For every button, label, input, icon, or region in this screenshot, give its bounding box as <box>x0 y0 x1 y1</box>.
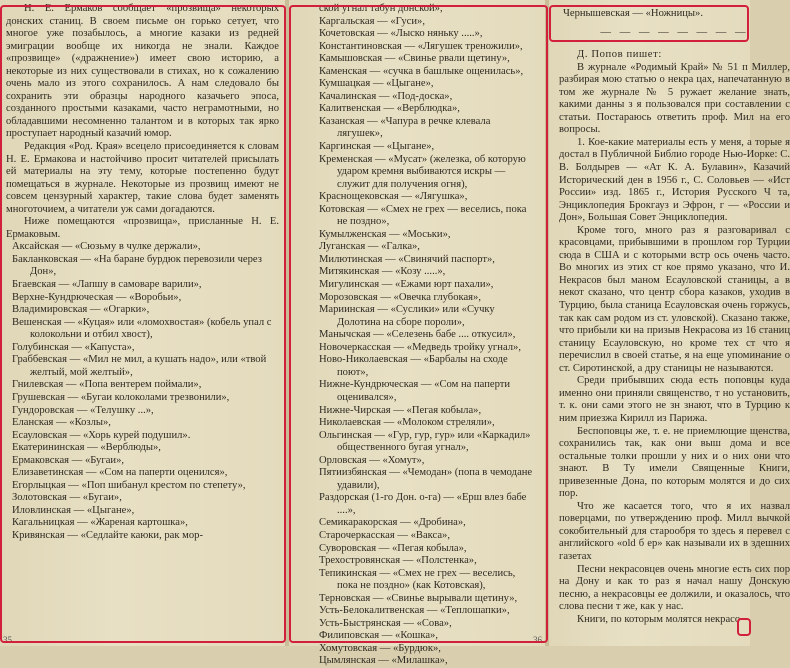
list-item: Кривянская — «Седлайте каюки, рак мор- <box>12 529 204 541</box>
list-item: Цымлянская — «Милашка», <box>319 655 448 667</box>
list-item: Манычская — «Селезень бабе .... откусил», <box>319 329 516 341</box>
paragraph: Книги, по которым молятся некрасо <box>577 613 741 625</box>
list-item: Аксайская — «Сюзьму в чулке держали», <box>12 241 201 253</box>
list-item: Качалинская — «Под-доска», <box>319 90 453 102</box>
list-item: Иловлинская — «Цыгане», <box>12 504 135 516</box>
top-line: Чернышевская — «Ножницы». <box>563 8 703 19</box>
list-item: Калитвенская — «Верблюдка», <box>319 103 460 115</box>
list-item: Кумылженская — «Моськи», <box>319 228 451 240</box>
paragraph-lead-in: Ниже помещаются «прозвища», присланные Н. Е. Ермаковым. <box>6 216 279 240</box>
list-item: Тепикинская — «Смех не грех — веселись, пока не поздно» (как Котовская), <box>319 567 516 592</box>
list-item: Каргальская — «Гуси», <box>319 15 425 27</box>
separator-rule: — — — — — — — — <box>600 26 749 38</box>
list-item: Ольгинская — «Гур, гур, гур» или «Каркадил» общественного бугая угнал», <box>319 429 531 454</box>
paragraph: 1. Кое-какие материалы есть у меня, а торые я достал в Публичной Библио городе Нью-Иорке: С. В. Болдырев — «Ат К. А. Булавин», Казачий Исторический ден в 1956 г., С. Соловьев — «Ист России» изд. 1865 г., История Русского Ч та, Энциклопедия Брокгауз и Эфрон, г — «России и Дон», Большая Совет Энциклопедия. <box>559 136 790 224</box>
page-number-middle: 36 <box>533 635 542 645</box>
list-item: Пятиизбянская — «Чемодан» (попа в чемодане удавили), <box>319 467 533 491</box>
list-item: Ермаковская — «Бугаи», <box>12 454 125 466</box>
list-item: Суворовская — «Пегая кобыла», <box>319 542 467 554</box>
list-item: Орловская — «Хомут», <box>319 454 425 466</box>
list-item: Николаевская — «Молоком стреляли», <box>319 417 495 429</box>
paragraph-intro: Н. Е. Ермаков сообщает «прозвища» некоторых донских станиц. В своем письме он горько сетует, что многое уже позабылось, а многие казаки из редней эмиграции вообще их никогда не знали. Каждое «прозвище» («дражнение») имеет свою историю, а некоторые из них существовали в стихах, но к сожалению очень мало из этого сохранилось. А нам следовало бы сохранить эти образцы народного казачьего эпоса, созданного простыми казаками, часто неграмотными, но обладавшими несомненно талантом и в которых так ярко проступает народный казачий юмор. <box>6 3 279 140</box>
list-item: Новочеркасская — «Медведь тройку угнал», <box>319 341 521 353</box>
list-item: Есауловская — «Хорь курей подушил». <box>12 429 191 441</box>
list-item: Нижне-Чирская — «Пегая кобыла», <box>319 404 482 416</box>
list-item: Луганская — «Галка», <box>319 241 420 253</box>
list-item: Филиповская — «Кошка», <box>319 630 438 642</box>
list-item: Семикаракорская — «Дробина», <box>319 517 466 529</box>
paragraph: Что же касается того, что я их назвал поверцами, по утверждению проф. Милл вычкой сокобительный для старообря то здесь я перевел с английского «old б ер» как называли их в здешних газетах <box>559 500 790 562</box>
list-item: Еланская — «Козлы», <box>12 417 111 429</box>
list-item: Краснощековская — «Лягушка», <box>319 191 468 203</box>
author-line: Д. Попов пишет: <box>577 49 662 61</box>
list-item: Кагальницкая — «Жареная картошка», <box>12 517 188 529</box>
paragraph: Кроме того, много раз я разговаривал с красовцами, прибывшими в прошлом гор Турции сюда в США и с которыми встр ось очень часто. Во многих из этих ст кое прямо указано, что И. Некрасов был маном Есауловской станицы, а в некот сказано, что центр сбора казаков, уходив в Турцию, была станица Есауловская очень горжусь, так как сам родом из ст. уловской). Сказано также, что прибыли ки на призыв Некрасова из 16 станиц станицу Есауловскую, но кроме тех ст что я перечислил в своей статье, я на еще упоминание о ст. Сиротинской, а дру станицы не называются. <box>559 224 790 374</box>
right-column-text <box>559 8 790 626</box>
page-number-left: 35 <box>3 635 12 645</box>
paragraph: Песни некрасовцев очень многие есть сих пор на Дону и как то раз я начал нашу Донскую песню, а некрасовцы ее должили, и оказалось, что слова песни т же, как у нас. <box>559 563 790 613</box>
list-item: Кумшацкая — «Цыгане», <box>319 78 434 90</box>
paragraph: Среди прибывших сюда есть поповцы куда именно они приняли священство, т но установить, т. к. они сами этого не зн знают, что в Турцию к ним приезжа Кирилл из Парижа. <box>559 375 790 424</box>
paragraph: В журнале «Родимый Край» № 51 п Миллер, разбирая мою статью о некра цах, напечатанную в том же журнале № 5 ружает желание знать, какими данны з я пользовался при составлении с статьи. Постараюсь ответить проф. Мил на его вопросы. <box>559 61 790 136</box>
list-item: Константиновская — «Лягушек треножили», <box>319 40 523 52</box>
nickname-list-middle <box>313 3 538 668</box>
list-item: Усть-Быстрянская — «Сова», <box>319 617 452 629</box>
list-item: Кочетовская — «Лыско няньку .....», <box>319 28 483 40</box>
list-item: Елизаветинская — «Сом на паперти оценился», <box>12 467 228 479</box>
list-item: Грушевская — «Бугаи колоколами трезвонили», <box>12 391 230 403</box>
list-item: Хомутовская — «Бурдюк», <box>319 642 441 654</box>
right-column-paragraphs <box>559 62 790 627</box>
list-item: Верхне-Кундрюческая — «Воробьи», <box>12 291 182 303</box>
list-item: Екатерининская — «Верблюды», <box>12 442 161 454</box>
list-item: Кременская — «Мусат» (железка, об которую ударом кремня выбиваются искры — служит для получения огня), <box>319 153 526 190</box>
page-middle-column <box>289 0 546 667</box>
list-item: Морозовская — «Овечка глубокая», <box>319 291 481 303</box>
list-item: Золотовская — «Бугаи», <box>12 492 122 504</box>
list-item: Бгаевская — «Лапшу в самоваре варили», <box>12 279 202 291</box>
paragraph-editorial: Редакция «Род. Края» всецело присоединяется к словам Н. Е. Ермакова и настойчиво просит читателей присылать ей материалы на эту тему, которые постепенно будут помещаться в журнале. Некоторые из прозвищ имеют не совсем цензурный характер, такие слова будет заменять многоточием, а читатели уж сами догадаются. <box>6 141 279 215</box>
list-item: Владимировская — «Огарки», <box>12 304 150 316</box>
list-item: Каменская — «сучка в башлыке ощенилась», <box>319 65 524 77</box>
list-item: Граббевская — «Мил не мил, а кушать надо», или «твой желтый, мой желтый», <box>12 354 267 378</box>
nickname-list-left <box>6 241 279 542</box>
list-item: Терновская — «Свинье вырывали щетину», <box>319 592 518 604</box>
list-item: Раздорская (1-го Дон. о-га) — «Ерш влез бабе ....», <box>319 492 527 516</box>
list-item: Котовская — «Смех не грех — веселись, пока не поздно», <box>319 203 527 228</box>
list-item: Гнилевская — «Попа вентерем поймали», <box>12 379 202 391</box>
list-item: Митякинская — «Козу .....», <box>319 266 446 278</box>
list-item: Мигулинская — «Ежами юрт пахали», <box>319 279 494 291</box>
list-item: Голубинская — «Капуста», <box>12 341 135 353</box>
list-item: Трехостровянская — «Полстенка», <box>319 555 477 567</box>
list-item: Усть-Белокалитвенская — «Теплошапки», <box>319 605 510 617</box>
list-item: ской угнал табун донской», <box>319 3 443 14</box>
page-left-column <box>0 0 285 646</box>
page-right-column <box>549 0 790 646</box>
list-item: Нижне-Кундрючеcкая — «Сом на паперти оценивался», <box>319 379 511 403</box>
list-item: Камышовская — «Свинье рвали щетину», <box>319 53 510 65</box>
list-item: Бакланковская — «На баране бурдюк перевозили через Дон», <box>12 253 262 278</box>
list-item: Гундоровская — «Телушку ...», <box>12 404 154 416</box>
list-item: Егорлыцкая — «Поп шибанул крестом по степету», <box>12 479 246 491</box>
list-item: Каргинская — «Цыгане», <box>319 141 435 153</box>
paragraph: Беспоповцы же, т. е. не приемлющие щенства, сохранились так, как они выш дома и все остальные толки прошли у них и о них они что знают. В Ту имели Священные Книги, привезенные Дона, по которым молятся и до сих пор. <box>559 425 790 500</box>
list-item: Вешенская — «Куцая» или «ломохвостая» (кобель упал с колокольни и отбил хвост), <box>12 316 272 341</box>
list-item: Старочеркасская — «Вакса», <box>319 529 451 541</box>
list-item: Милютинская — «Свинячий паспорт», <box>319 253 495 265</box>
list-item: Ново-Николаевская — «Барбалы на сходе поют», <box>319 354 508 378</box>
list-item: Мариинская — «Суслики» или «Сучку Долотина на сборе пороли», <box>319 304 495 328</box>
left-column-text <box>6 3 279 543</box>
list-item: Казанская — «Чапура в речке клевала лягушек», <box>319 115 491 140</box>
